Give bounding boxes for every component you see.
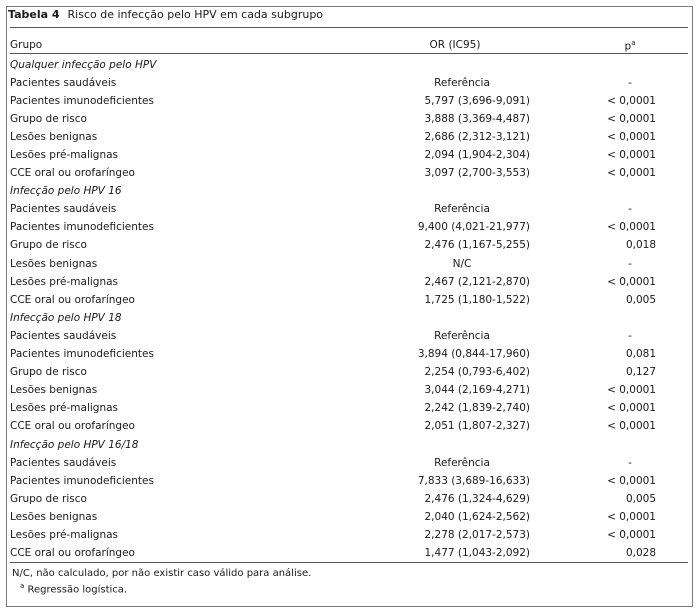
cell-or-value: 2,467 (2,121-2,870)	[424, 275, 530, 288]
cell-p-value: < 0,0001	[607, 402, 656, 415]
cell-p	[566, 291, 686, 309]
cell-or	[344, 218, 566, 236]
cell-p	[566, 490, 686, 508]
cell-or-value: 1,725 (1,180-1,522)	[424, 293, 530, 306]
cell-or	[344, 454, 566, 472]
cell-group: Lesões pré-malignas	[10, 275, 119, 288]
cell-or-value: 3,894 (0,844-17,960)	[417, 348, 530, 361]
cell-p	[566, 110, 686, 128]
cell-p-value: < 0,0001	[607, 420, 656, 433]
cell-or	[344, 236, 566, 254]
cell-p	[566, 146, 686, 164]
cell-or-value: Referência	[434, 203, 490, 216]
section-title: Qualquer infecção pelo HPV	[10, 58, 157, 71]
table-row	[10, 417, 686, 435]
cell-p-value: < 0,0001	[607, 528, 656, 541]
cell-group: Grupo de risco	[10, 239, 87, 252]
cell-p-value: < 0,0001	[607, 130, 656, 143]
cell-or-value: 2,242 (1,839-2,740)	[424, 402, 530, 415]
footnote-nc: N/C, não calculado, por não existir caso válido para análise.	[12, 568, 312, 579]
header-p-text: p	[624, 40, 632, 53]
table-body	[10, 56, 686, 563]
cell-p	[566, 273, 686, 291]
cell-or-value: 1,477 (1,043-2,092)	[424, 547, 530, 560]
cell-or-value: 2,094 (1,904-2,304)	[424, 149, 530, 162]
table-row	[10, 454, 686, 472]
table-title-label: Tabela 4	[8, 8, 60, 21]
cell-or	[344, 92, 566, 110]
cell-p	[566, 399, 686, 417]
cell-group: Lesões benignas	[10, 130, 98, 143]
cell-group: CCE oral ou orofaríngeo	[10, 167, 135, 180]
cell-or	[344, 363, 566, 381]
cell-p-value: < 0,0001	[607, 167, 656, 180]
cell-or-value: 2,051 (1,807-2,327)	[424, 420, 530, 433]
cell-p-value: 0,005	[625, 492, 656, 505]
cell-p	[566, 345, 686, 363]
header-or	[344, 34, 566, 56]
cell-p	[566, 472, 686, 490]
cell-p	[566, 417, 686, 435]
cell-or	[344, 291, 566, 309]
cell-p-value: < 0,0001	[607, 221, 656, 234]
section-row	[10, 182, 686, 200]
table-bottom-divider	[10, 562, 688, 563]
cell-or-value: Referência	[434, 456, 490, 469]
cell-p-value: < 0,0001	[607, 112, 656, 125]
cell-group: Pacientes imunodeficientes	[10, 221, 154, 234]
cell-or	[344, 200, 566, 218]
cell-p	[566, 218, 686, 236]
cell-p-value: < 0,0001	[607, 94, 656, 107]
cell-or-value: 2,040 (1,624-2,562)	[424, 510, 530, 523]
section-title: Infecção pelo HPV 18	[10, 311, 122, 324]
cell-or	[344, 255, 566, 273]
cell-or	[344, 128, 566, 146]
cell-group: Lesões benignas	[10, 510, 98, 523]
cell-p-value: < 0,0001	[607, 149, 656, 162]
cell-or-value: Referência	[434, 329, 490, 342]
table-row	[10, 255, 686, 273]
cell-group: CCE oral ou orofaríngeo	[10, 547, 135, 560]
cell-or	[344, 544, 566, 562]
cell-or	[344, 345, 566, 363]
section-row	[10, 309, 686, 327]
table-row	[10, 526, 686, 544]
cell-or	[344, 508, 566, 526]
cell-or-value: 2,476 (1,324-4,629)	[424, 492, 530, 505]
cell-or	[344, 399, 566, 417]
table-row	[10, 110, 686, 128]
cell-group: Pacientes imunodeficientes	[10, 94, 154, 107]
cell-p-value: 0,018	[625, 239, 656, 252]
table-footnotes	[12, 567, 311, 596]
cell-p	[566, 128, 686, 146]
cell-group: Pacientes saudáveis	[10, 456, 117, 469]
cell-group: CCE oral ou orofaríngeo	[10, 420, 135, 433]
section-row	[10, 56, 686, 74]
cell-or	[344, 490, 566, 508]
cell-p-value: -	[628, 456, 632, 469]
cell-or-value: 2,278 (2,017-2,573)	[424, 528, 530, 541]
cell-p-value: < 0,0001	[607, 384, 656, 397]
table-title-text: Risco de infecção pelo HPV em cada subgrupo	[67, 8, 324, 21]
cell-p	[566, 92, 686, 110]
cell-or	[344, 417, 566, 435]
cell-p-value: 0,005	[625, 293, 656, 306]
cell-or-value: 2,254 (0,793-6,402)	[424, 366, 530, 379]
cell-p-value: 0,127	[625, 366, 656, 379]
cell-p-value: -	[628, 203, 632, 216]
table-row	[10, 92, 686, 110]
table-row	[10, 508, 686, 526]
header-row	[10, 34, 686, 56]
cell-group: Grupo de risco	[10, 492, 87, 505]
cell-or-value: 3,044 (2,169-4,271)	[424, 384, 530, 397]
cell-or-value: 2,686 (2,312-3,121)	[424, 130, 530, 143]
cell-or-value: 9,400 (4,021-21,977)	[417, 221, 530, 234]
cell-group: Pacientes saudáveis	[10, 76, 117, 89]
cell-p-value: -	[628, 257, 632, 270]
table-row	[10, 363, 686, 381]
cell-p	[566, 74, 686, 92]
cell-or	[344, 327, 566, 345]
cell-p-value: -	[628, 329, 632, 342]
cell-p-value: -	[628, 76, 632, 89]
title-divider	[10, 27, 688, 28]
cell-or	[344, 146, 566, 164]
cell-group: Grupo de risco	[10, 112, 87, 125]
cell-p	[566, 164, 686, 182]
cell-p	[566, 381, 686, 399]
cell-group: CCE oral ou orofaríngeo	[10, 293, 135, 306]
table-row	[10, 472, 686, 490]
table-row	[10, 291, 686, 309]
cell-or	[344, 110, 566, 128]
cell-or	[344, 273, 566, 291]
cell-or	[344, 74, 566, 92]
cell-group: Lesões benignas	[10, 257, 98, 270]
table-row	[10, 146, 686, 164]
header-or-text: OR (IC95)	[429, 38, 481, 51]
table-row	[10, 381, 686, 399]
cell-or-value: 3,888 (3,369-4,487)	[424, 112, 530, 125]
data-table	[10, 34, 686, 562]
cell-p-value: < 0,0001	[607, 474, 656, 487]
table-row	[10, 128, 686, 146]
cell-p-value: < 0,0001	[607, 275, 656, 288]
cell-p	[566, 544, 686, 562]
cell-or-value: 7,833 (3,689-16,633)	[417, 474, 530, 487]
table-row	[10, 544, 686, 562]
cell-group: Pacientes imunodeficientes	[10, 348, 154, 361]
table-row	[10, 74, 686, 92]
cell-p	[566, 454, 686, 472]
cell-or	[344, 381, 566, 399]
footnote-a-text: Regressão logística.	[27, 584, 128, 596]
cell-p	[566, 200, 686, 218]
cell-p-value: < 0,0001	[607, 510, 656, 523]
cell-or	[344, 164, 566, 182]
table-title	[8, 7, 323, 23]
cell-or-value: 5,797 (3,696-9,091)	[424, 94, 530, 107]
cell-group: Lesões pré-malignas	[10, 402, 119, 415]
cell-p	[566, 236, 686, 254]
table-row	[10, 164, 686, 182]
cell-or	[344, 472, 566, 490]
cell-group: Pacientes saudáveis	[10, 329, 117, 342]
cell-or-value: 3,097 (2,700-3,553)	[424, 167, 530, 180]
footnote-a	[12, 580, 311, 596]
table-row	[10, 490, 686, 508]
table-row	[10, 273, 686, 291]
table-row	[10, 218, 686, 236]
cell-p	[566, 255, 686, 273]
cell-p	[566, 508, 686, 526]
cell-p-value: 0,028	[625, 547, 656, 560]
cell-group: Pacientes imunodeficientes	[10, 474, 154, 487]
table-row	[10, 236, 686, 254]
cell-or-value: 2,476 (1,167-5,255)	[424, 239, 530, 252]
cell-or-value: Referência	[434, 76, 490, 89]
cell-or	[344, 526, 566, 544]
table-row	[10, 200, 686, 218]
cell-group: Lesões pré-malignas	[10, 149, 119, 162]
table-row	[10, 345, 686, 363]
table-row	[10, 327, 686, 345]
section-row	[10, 435, 686, 453]
cell-p	[566, 327, 686, 345]
header-p	[566, 34, 686, 56]
header-p-sup: a	[631, 39, 636, 47]
header-group: Grupo	[10, 38, 43, 51]
cell-p	[566, 363, 686, 381]
section-title: Infecção pelo HPV 16	[10, 185, 122, 198]
table-row	[10, 399, 686, 417]
cell-group: Grupo de risco	[10, 366, 87, 379]
cell-p-value: 0,081	[625, 348, 656, 361]
cell-or-value: N/C	[452, 257, 472, 270]
cell-group: Pacientes saudáveis	[10, 203, 117, 216]
cell-p	[566, 526, 686, 544]
section-title: Infecção pelo HPV 16/18	[10, 438, 139, 451]
cell-group: Lesões pré-malignas	[10, 528, 119, 541]
cell-group: Lesões benignas	[10, 384, 98, 397]
footnote-a-marker: a	[20, 582, 25, 590]
